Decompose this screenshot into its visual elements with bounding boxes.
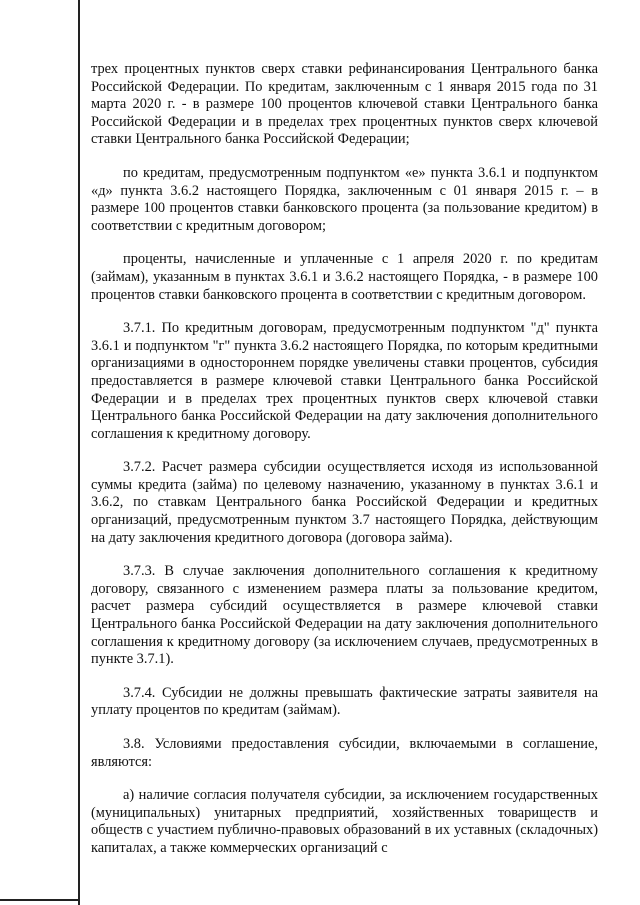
paragraph-subpoint-e: по кредитам, предусмотренным подпунктом «е» пункта 3.6.1 и подпунктом «д» пункта 3.6.2 настоящего Порядка, заключенным с 01 января 2015 г. – в размере 100 процентов ставки банковского процента (за пользование кредитом) в соответствии с кредитным договором;	[91, 164, 598, 234]
paragraph-interest-april-2020: проценты, начисленные и уплаченные с 1 апреля 2020 г. по кредитам (займам), указанным в пунктах 3.6.1 и 3.6.2 настоящего Порядка, - в размере 100 процентов ставки банковского процента в соответствии с кредитным договором.	[91, 251, 598, 303]
paragraph-3-7-2: 3.7.2. Расчет размера субсидии осуществляется исходя из использованной суммы кредита (займа) по целевому назначению, указанному в пунктах 3.6.1 и 3.6.2, по ставкам Центрального банка Российской Федерации и кредитных организаций, предусмотренным пунктом 3.7 настоящего Порядка, действующим на дату заключения кредитного договора (договора займа).	[91, 459, 598, 546]
paragraph-3-8-a: а) наличие согласия получателя субсидии, за исключением государственных (муниципальных) унитарных предприятий, хозяйственных товариществ и обществ с участием публично-правовых образований в их уставных (складочных) капиталах, а также коммерческих организаций с	[91, 787, 598, 856]
left-margin-line	[78, 0, 80, 905]
paragraph-3-7-4: 3.7.4. Субсидии не должны превышать фактические затраты заявителя на уплату процентов по кредитам (займам).	[91, 684, 598, 719]
bottom-margin-line	[0, 899, 80, 901]
paragraph-3-7-1: 3.7.1. По кредитным договорам, предусмотренным подпунктом "д" пункта 3.6.1 и подпунктом "г" пункта 3.6.2 настоящего Порядка, по которым кредитными организациями в одностороннем порядке увеличены ставки процентов, субсидия предоставляется в размере ключевой ставки Центрального банка Российской Федерации и в пределах трех процентных пунктов сверх ключевой ставки Центрального банка Российской Федерации на дату заключения дополнительного соглашения к кредитному договору.	[91, 320, 598, 442]
paragraph-continuation: трех процентных пунктов сверх ставки рефинансирования Центрального банка Российской Федерации. По кредитам, заключенным с 1 января 2015 года по 31 марта 2020 г. - в размере 100 процентов ключевой ставки Центрального банка Российской Федерации и в пределах трех процентных пунктов сверх ключевой ставки Центрального банка Российской Федерации;	[91, 61, 598, 148]
document-body	[91, 61, 598, 858]
paragraph-3-8: 3.8. Условиями предоставления субсидии, включаемыми в соглашение, являются:	[91, 736, 598, 770]
paragraph-3-7-3: 3.7.3. В случае заключения дополнительного соглашения к кредитному договору, связанного с изменением размера платы за пользование кредитом, расчет размера субсидий осуществляется в размере ключевой ставки Центрального банка Российской Федерации на дату заключения дополнительного соглашения к кредитному договору (за исключением случаев, предусмотренных в пункте 3.7.1).	[91, 563, 598, 668]
